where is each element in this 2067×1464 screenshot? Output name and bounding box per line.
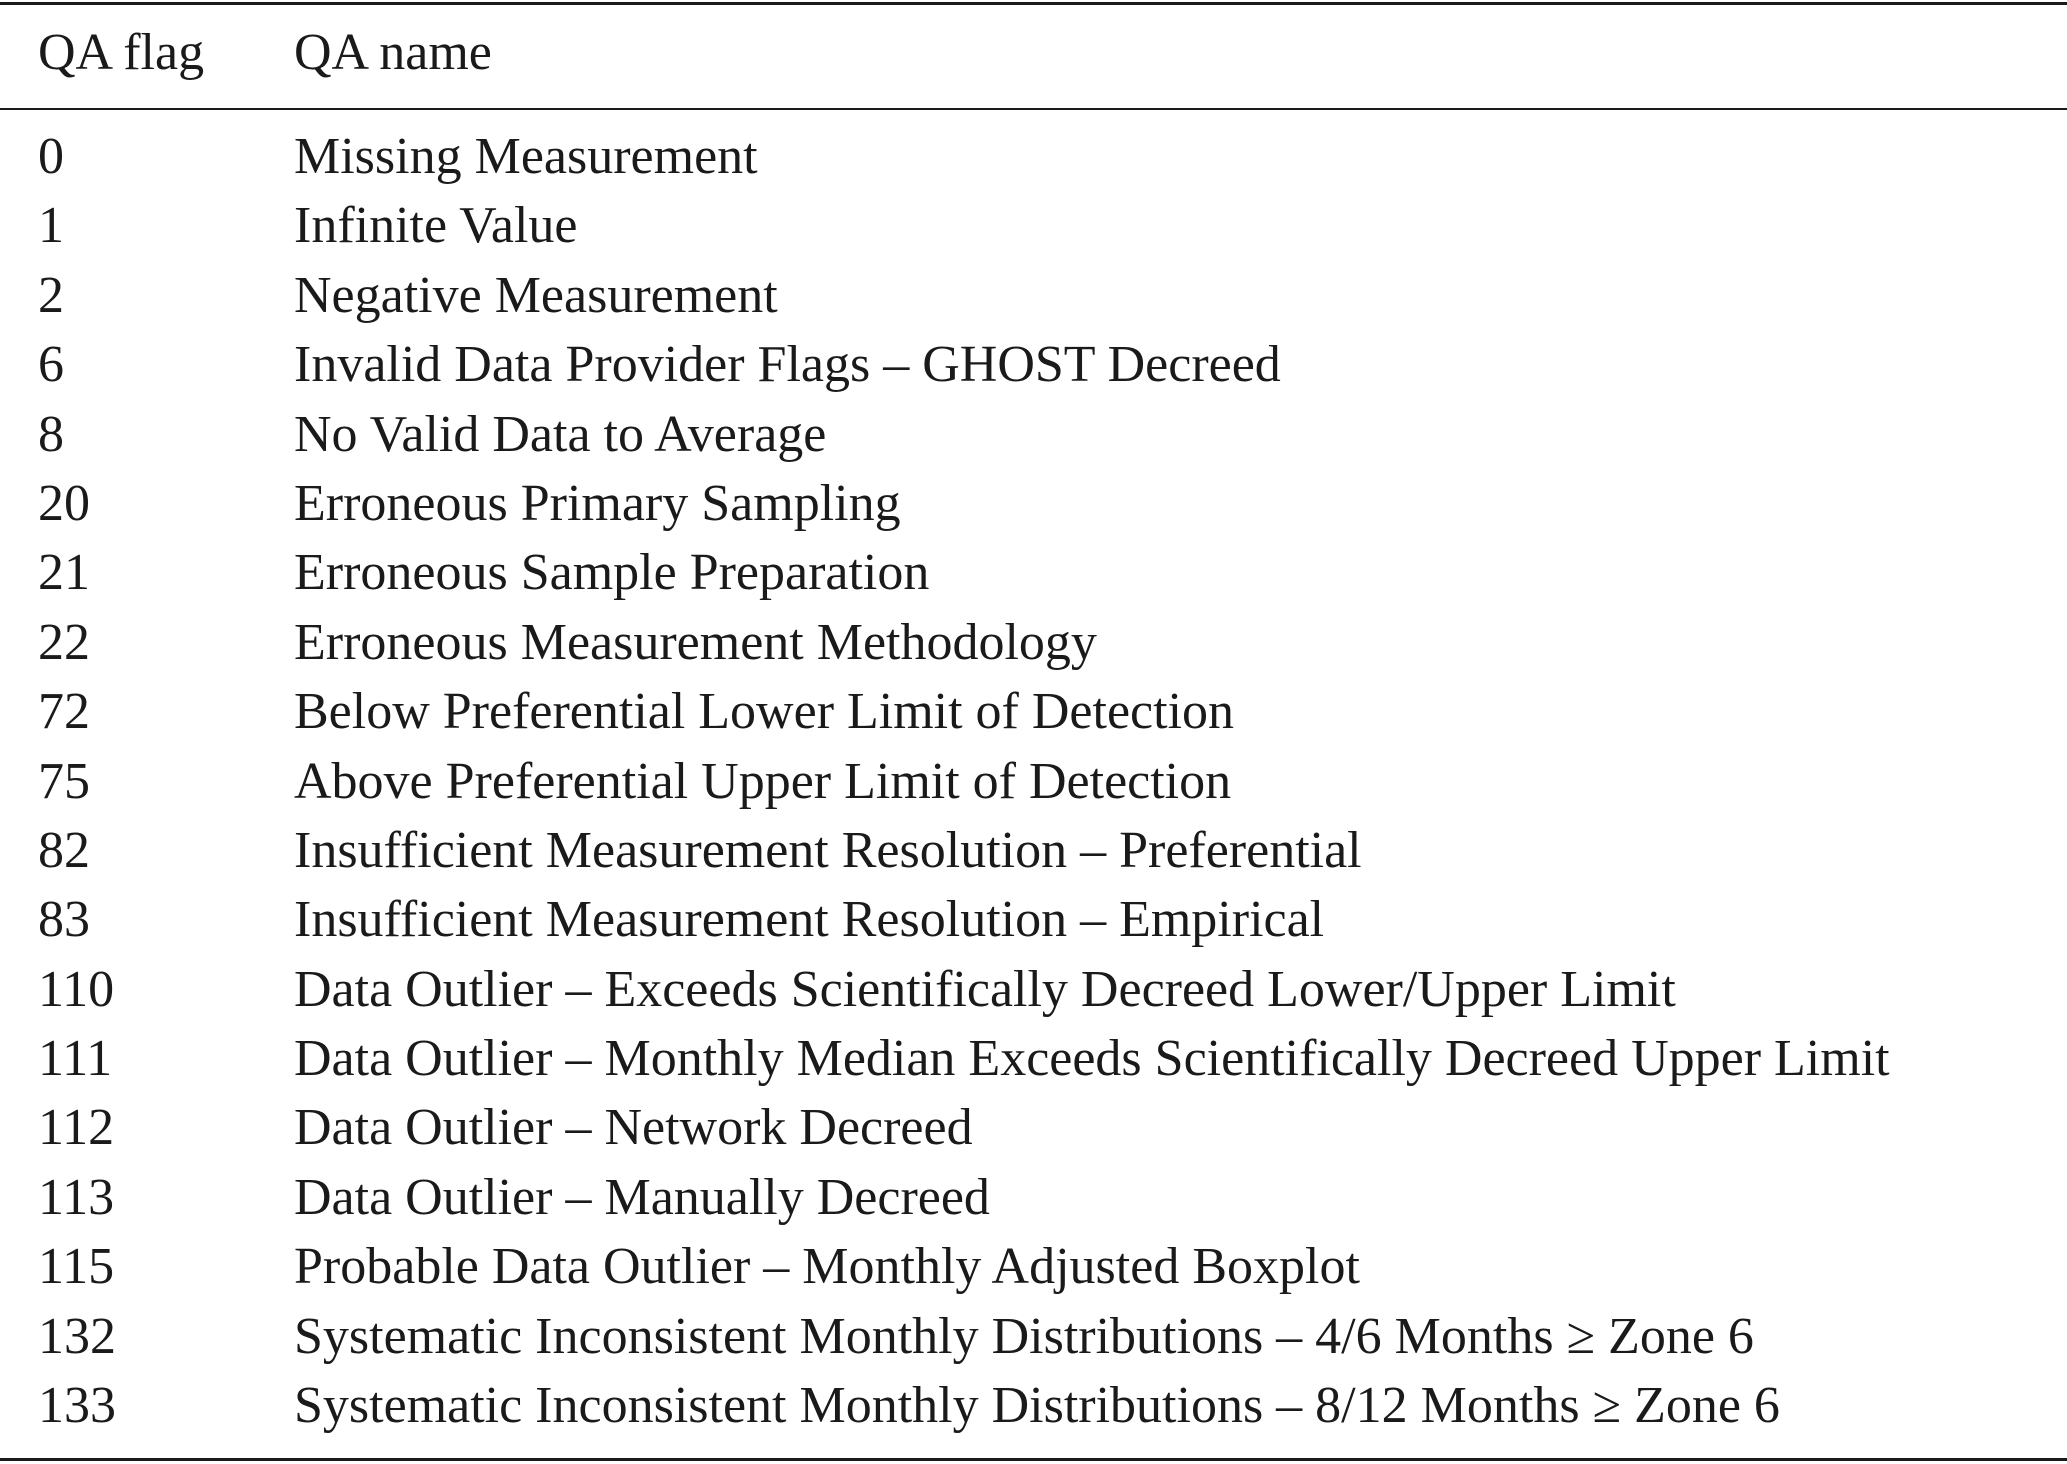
table-row xyxy=(0,1024,2067,1093)
qa-flag-cell: 8 xyxy=(38,405,64,463)
table-row xyxy=(0,1093,2067,1162)
qa-flag-cell: 115 xyxy=(38,1238,115,1296)
qa-name-cell: Missing Measurement xyxy=(294,128,758,185)
table-row xyxy=(0,1163,2067,1232)
table-row xyxy=(0,816,2067,885)
qa-flag-cell: 0 xyxy=(38,128,64,185)
qa-name-cell: Erroneous Measurement Methodology xyxy=(294,613,1097,671)
qa-flag-cell: 133 xyxy=(38,1377,116,1435)
qa-flag-cell: 82 xyxy=(38,821,90,879)
qa-flag-cell: 110 xyxy=(38,960,115,1018)
table-row xyxy=(0,469,2067,538)
qa-name-cell: Insufficient Measurement Resolution – Empirical xyxy=(294,891,1325,949)
qa-flag-cell: 1 xyxy=(38,197,64,255)
qa-flag-cell: 22 xyxy=(38,613,90,671)
table-row xyxy=(0,400,2067,469)
qa-name-cell: Systematic Inconsistent Monthly Distributions – 8/12 Months ≥ Zone 6 xyxy=(294,1377,1780,1435)
table-row xyxy=(0,1232,2067,1301)
table-row xyxy=(0,885,2067,954)
qa-name-cell: Systematic Inconsistent Monthly Distributions – 4/6 Months ≥ Zone 6 xyxy=(294,1307,1754,1365)
table-row xyxy=(0,1371,2067,1440)
table-header-rule xyxy=(0,108,2067,110)
qa-name-cell: Probable Data Outlier – Monthly Adjusted Boxplot xyxy=(294,1238,1360,1296)
table-row xyxy=(0,261,2067,330)
qa-name-cell: No Valid Data to Average xyxy=(294,405,827,463)
table-top-rule xyxy=(0,2,2067,5)
table-row xyxy=(0,538,2067,607)
qa-name-cell: Data Outlier – Network Decreed xyxy=(294,1099,973,1157)
qa-flag-cell: 132 xyxy=(38,1307,116,1365)
table-row xyxy=(0,1302,2067,1371)
table-row xyxy=(0,191,2067,260)
qa-name-cell: Erroneous Primary Sampling xyxy=(294,474,901,532)
qa-name-cell: Data Outlier – Monthly Median Exceeds Scientifically Decreed Upper Limit xyxy=(294,1030,1890,1088)
qa-flag-cell: 6 xyxy=(38,336,64,394)
table-row xyxy=(0,608,2067,677)
qa-name-cell: Infinite Value xyxy=(294,197,578,255)
table-header-row xyxy=(0,18,2067,88)
qa-flag-cell: 113 xyxy=(38,1168,115,1226)
qa-flag-cell: 112 xyxy=(38,1099,115,1157)
table-row xyxy=(0,747,2067,816)
qa-flag-cell: 75 xyxy=(38,752,90,810)
qa-name-cell: Below Preferential Lower Limit of Detection xyxy=(294,683,1235,741)
table-row xyxy=(0,330,2067,399)
qa-flag-cell: 111 xyxy=(38,1030,113,1088)
qa-name-cell: Data Outlier – Exceeds Scientifically Decreed Lower/Upper Limit xyxy=(294,960,1676,1018)
table-body xyxy=(0,122,2067,1440)
table-row xyxy=(0,677,2067,746)
qa-name-cell: Erroneous Sample Preparation xyxy=(294,544,930,602)
qa-flag-cell: 20 xyxy=(38,474,90,532)
header-qa-name: QA name xyxy=(294,24,492,81)
table-bottom-rule xyxy=(0,1458,2067,1461)
qa-name-cell: Insufficient Measurement Resolution – Preferential xyxy=(294,821,1362,879)
table-row xyxy=(0,122,2067,191)
qa-flag-cell: 2 xyxy=(38,266,64,324)
table-row xyxy=(0,955,2067,1024)
qa-flag-cell: 21 xyxy=(38,544,90,602)
qa-name-cell: Negative Measurement xyxy=(294,266,778,324)
qa-name-cell: Data Outlier – Manually Decreed xyxy=(294,1168,990,1226)
qa-flag-cell: 83 xyxy=(38,891,90,949)
qa-name-cell: Invalid Data Provider Flags – GHOST Decreed xyxy=(294,336,1281,394)
header-qa-flag: QA flag xyxy=(38,24,205,81)
qa-flag-cell: 72 xyxy=(38,683,90,741)
qa-name-cell: Above Preferential Upper Limit of Detection xyxy=(294,752,1232,810)
